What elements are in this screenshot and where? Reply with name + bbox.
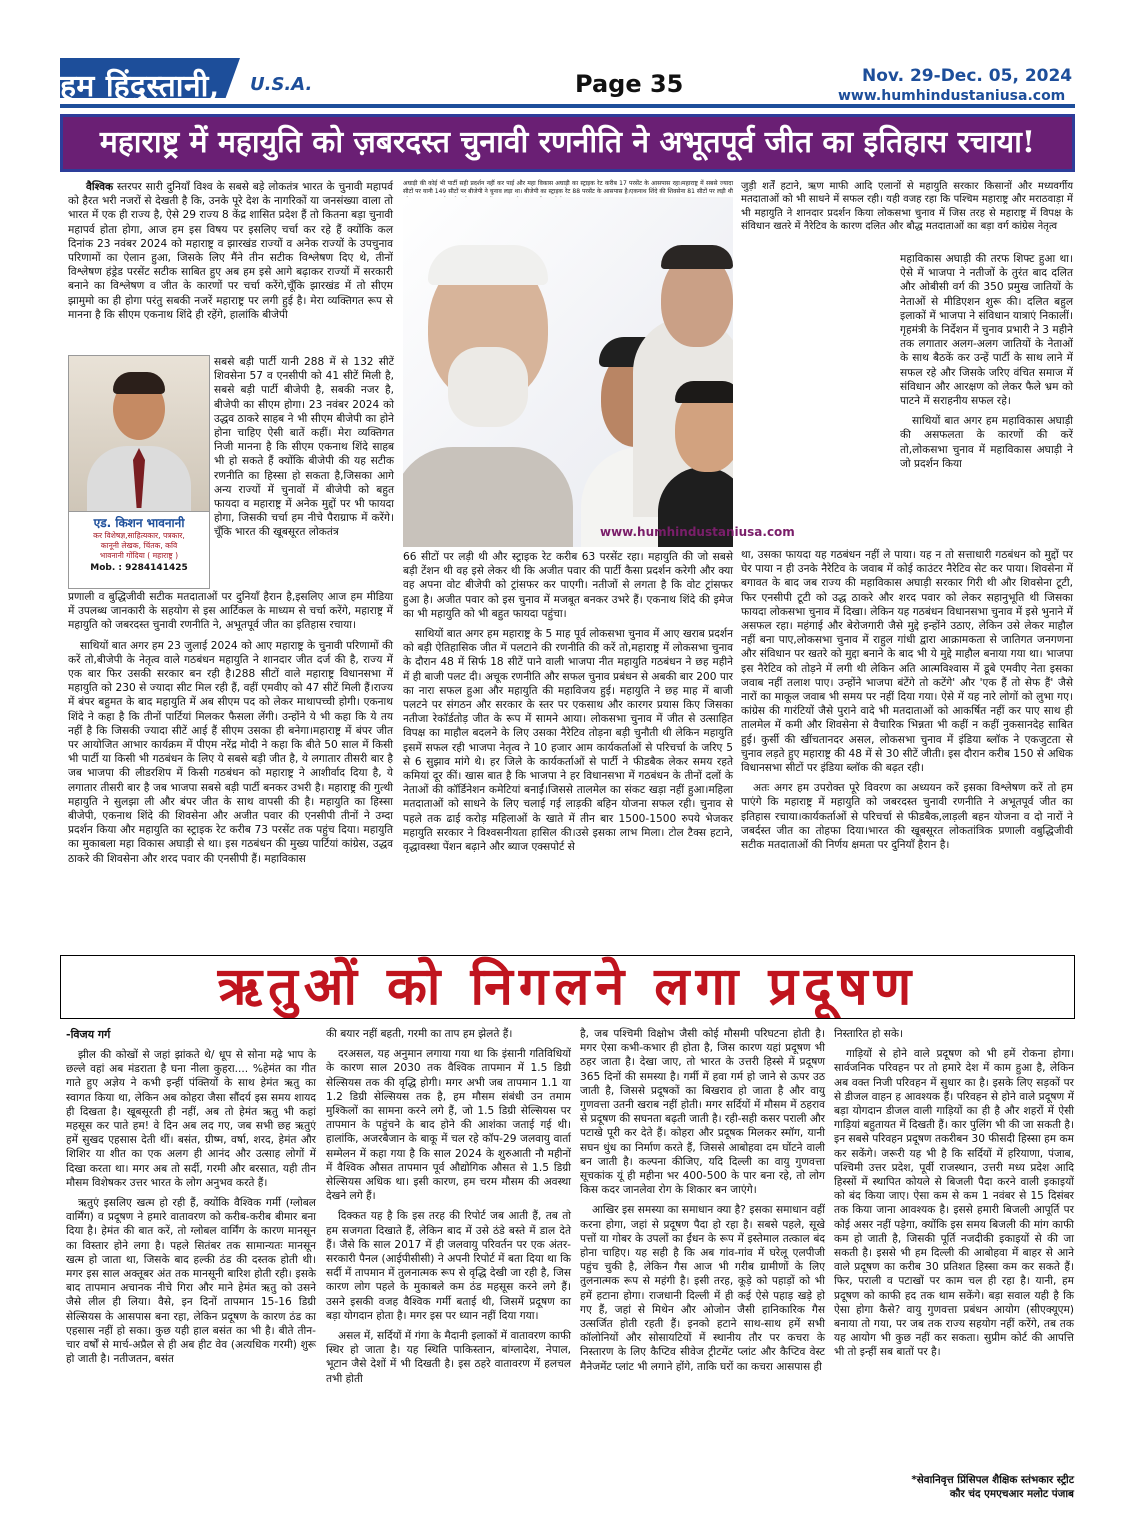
article1-lead-word: वैश्विक <box>86 181 114 193</box>
author-desc-1: कर विशेषज्ञ,साहित्यकार, पत्रकार, <box>93 531 185 540</box>
article2-col1-para2: ऋतुएं इसलिए खत्म हो रही हैं, क्योंकि वैश्विक गर्मी (ग्लोबल वार्मिंग) व प्रदूषण ने हमारे वातावरण को करीब-करीब बीमार बना दिया है। हेमंत की बात करें, तो ग्लोबल वार्मिंग के कारण मानसून का विस्तार होने लगा है। पहले सितंबर तक सामान्यतः मानसून खत्म हो जाता था, जिसके बाद हल्की ठंड की दस्तक होती थी। मगर इस साल अक्तूबर अंत तक मानसूनी बारिश होती रही। इसके बाद तापमान अचानक नीचे गिरा और माने हेमंत ऋतु को उसने जैसे लील ही लिया। वैसे, इन दिनों तापमान 15-16 डिग्री सेल्सियस के आसपास बना रहा, लेकिन प्रदूषण के कारण ठंड का एहसास नहीं हो सका। कुछ यही हाल बसंत का भी है। बीते तीन-चार वर्षों से मार्च-अप्रैल से ही अब हीट वेव (अत्यधिक गरमी) शुरू हो जाती है। नतीजतन, बसंत <box>66 1197 316 1366</box>
article2-signoff-line2: कौर चंद एमएचआर मलोट पंजाब <box>949 1488 1074 1500</box>
issue-date: Nov. 29-Dec. 05, 2024 <box>862 66 1073 86</box>
article2-col2-para4: असल में, सर्दियों में गंगा के मैदानी इलाकों में वातावरण काफी स्थिर हो जाता है। यह स्थिति पाकिस्तान, बांग्लादेश, नेपाल, भूटान जैसे देशों में भी दिखती है। इस ठहरे वातावरण में हलचल तभी होती <box>326 1330 571 1385</box>
article1-col2-top-text: अघाड़ी की कोई भी पार्टी सही प्रदर्शन नहीं कर पाई और महा विकास अघाड़ी का स्ट्राइक रेट करीब 17 परसेंट के आसपास रहा।महाराष्ट्र में सबसे ज्यादा सीटों पर यानी 149 सीटों पर बीजेपी ने चुनाव लड़ा था। बीजेपी का स्ट्राइक रेट 88 परसेंट के आसपास है।एकनाथ शिंदे की शिवसेना 81 सीटों पर लड़ी थी <box>403 180 733 196</box>
article1-headline: महाराष्ट्र में महायुति को ज़बरदस्त चुनावी रणनीति ने अभूतपूर्व जीत का इतिहास रचाया! <box>60 114 1075 172</box>
article1-col3-para3: अतः अगर हम उपरोक्त पूरे विवरण का अध्ययन करें इसका विश्लेषण करें तो हम पाएंगे कि महाराष्ट्र में महायुति को जबरदस्त चुनावी रणनीति ने अभूतपूर्व जीत का इतिहास रचाया।कार्यकर्ताओं से परिचर्चा से फीडबैक,लाड़ली बहन योजना व दो नारों ने जबर्दस्त जीत का तोहफा दिया।भारत की खूबसूरत लोकतांत्रिक प्रणाली वबुद्धिजीवी सटीक मतदाताओं की निर्णय क्षमता पर दुनियाँ हैरान है। <box>741 782 1073 852</box>
masthead-logo: हम हिंदुस्तानी, <box>60 69 220 104</box>
article2-col2-para2: दरअसल, यह अनुमान लगाया गया था कि इंसानी गतिविधियों के कारण साल 2030 तक वैश्विक तापमान में 1.5 डिग्री सेल्सियस तक की वृद्धि होगी। मगर अभी जब तापमान 1.1 या 1.2 डिग्री सेल्सियस तक है, हम मौसम संबंधी उन तमाम मुश्किलों का सामना करने लगे हैं, जो 1.5 डिग्री सेल्सियस पर तापमान के पहुंचने के बाद होने की आशंका जताई गई थी। हालांकि, अजरबैजान के बाकू में चल रहे कॉप-29 जलवायु वार्ता सम्मेलन में कहा गया है कि साल 2024 के शुरुआती नौ महीनों में वैश्विक औसत तापमान पूर्व औद्योगिक औसत से 1.5 डिग्री सेल्सियस अधिक था। इसी कारण, हम चरम मौसम की अवस्था देखने लगे हैं। <box>326 1048 571 1203</box>
article2-signoff-line1: *सेवानिवृत्त प्रिंसिपल शैक्षिक स्तंभकार स्ट्रीट <box>911 1474 1074 1486</box>
author-name: एड. किशन भावनानी <box>93 516 185 530</box>
author-caption <box>68 511 210 589</box>
article2-col1-para1: झील की कोखों से जहां झांकते थे/ धूप से सोना मढ़े भाप के छल्ले वहां अब मंडराता है घना नीला कुहरा.... %हेमंत का गीत गाते हुए अज्ञेय ने कभी इन्हीं पंक्तियों के साथ हेमंत ऋतु का स्वागत किया था, लेकिन अब कोहरा जैसा सौंदर्य इस समय शायद ही दिखता है। खूबसूरती ही नहीं, अब तो हेमंत ऋतु भी कहां महसूस कर पाते हम! वे दिन अब लद गए, जब सभी छह ऋतुएं हमें सुखद एहसास देती थीं। बसंत, ग्रीष्म, वर्षा, शरद, हेमंत और शिशिर या शीत का एक अलग ही आनंद और उत्साह लोगों में दिखा करता था। मगर अब तो सर्दी, गरमी और बरसात, यही तीन मौसम विशेषकर उत्तर भारत के लोग अनुभव करते हैं। <box>66 1049 316 1189</box>
article2-col2-para3: दिक्कत यह है कि इस तरह की रिपोर्ट जब आती हैं, तब तो हम सजगता दिखाते हैं, लेकिन बाद में उसे ठंडे बस्ते में डाल देते हैं। जैसे कि साल 2017 में ही जलवायु परिवर्तन पर एक अंतर-सरकारी पैनल (आईपीसीसी) ने अपनी रिपोर्ट में बता दिया था कि सर्दी में तापमान में तुलनात्मक रूप से वृद्धि देखी जा रही है, जिस कारण लोग पहले के मुकाबले कम ठंड महसूस करने लगे हैं। उसने इसकी वजह वैश्विक गर्मी बताई थी, जिसमें प्रदूषण का बड़ा योगदान होता है। मगर इस पर ध्यान नहीं दिया गया। <box>326 1210 571 1322</box>
article1-col1-top <box>68 180 393 328</box>
page-number: Page 35 <box>575 70 684 98</box>
article1-col3-top <box>741 180 1073 240</box>
article1-col3-side-para2: साथियों बात अगर हम महाविकास अघाड़ी की असफलता के कारणों की करें तो,लोकसभा चुनाव में महाविकास अघाड़ी ने जो प्रदर्शन किया <box>900 415 1073 470</box>
article1-col3-side <box>900 252 1073 477</box>
article2-byline: -विजय गर्ग <box>66 1028 111 1041</box>
author-desc-2: कानूनी लेखक, चिंतक, कवि <box>100 541 178 550</box>
article2-col4-para1: निस्तारित हो सके। <box>834 1028 904 1040</box>
article2-col4-para2: गाड़ियों से होने वाले प्रदूषण को भी हमें रोकना होगा। सार्वजनिक परिवहन पर तो हमारे देश में काम हुआ है, लेकिन अब वक्त निजी परिवहन में सुधार का है। इसके लिए सड़कों पर से डीजल वाहन ह आवश्यक हैं। परिवहन से होने वाले प्रदूषण में बड़ा योगदान डीजल वाली गाड़ियों का ही है और शहरों में ऐसी गाड़ियां बहुतायत में दिखती हैं। कार पुलिंग भी की जा सकती है। इन सबसे परिवहन प्रदूषण तकरीबन 30 फीसदी हिस्सा हम कम कर सकेंगे। जरूरी यह भी है कि सर्दियों में हरियाणा, पंजाब, पश्चिमी उत्तर प्रदेश, पूर्वी राजस्थान, उत्तरी मध्य प्रदेश आदि हिस्सों में स्थापित कोयले से बिजली पैदा करने वाली इकाइयों को बंद किया जाए। ऐसा कम से कम 1 नवंबर से 15 दिसंबर तक किया जाना आवश्यक है। इससे हमारी बिजली आपूर्ति पर कोई असर नहीं पड़ेगा, क्योंकि इस समय बिजली की मांग काफी कम हो जाती है, जिसकी पूर्ति नजदीकी इकाइयों से की जा सकती है। इससे भी हम दिल्ली की आबोहवा में बाहर से आने वाले प्रदूषण का करीब 30 प्रतिशत हिस्सा कम कर सकते हैं। फिर, पराली व पटाखों पर काम चल ही रहा है। यानी, हम प्रदूषण को काफी हद तक थाम सकेंगे। बड़ा सवाल यही है कि ऐसा होगा कैसे? वायु गुणवत्ता प्रबंधन आयोग (सीएक्यूएम) बनाया तो गया, पर जब तक राज्य सहयोग नहीं करेंगे, तब तक यह आयोग भी कुछ नहीं कर सकता। सुप्रीम कोर्ट की आपत्ति भी तो इन्हीं सब बातों पर है। <box>834 1048 1074 1359</box>
article1-col1-beside-photo <box>214 355 394 546</box>
article2-col3 <box>580 1027 825 1380</box>
article1-col1-bottom <box>68 590 393 872</box>
article1-col2-para2: साथियों बात अगर हम महाराष्ट्र के 5 माह पूर्व लोकसभा चुनाव में आए खराब प्रदर्शन को बड़ी ऐतिहासिक जीत में पलटाने की रणनीति की करें तो,महाराष्ट्र में लोकसभा चुनाव के दौरान 48 में सिर्फ 18 सीटें पाने वाली भाजपा नीत महायुति गठबंधन ने छह महीने में ही बाजी पलट दी। अचूक रणनीति और सफल चुनाव प्रबंधन से अबकी बार 200 पार का नारा सफल हुआ और महायुति की महाविजय हुई। महायुति ने छह माह में बाजी पलटने पर संगठन और सरकार के स्तर पर एकसाथ और कारगर प्रयास किए जिसका नतीजा रेकॉर्डतोड़ जीत के रूप में सामने आया। लोकसभा चुनाव में जीत से उत्साहित विपक्ष का माहौल बदलने के लिए उसका नैरेटिव तोड़ना बड़ी चुनौती थी लेकिन महायुति इसमें सफल रही भाजपा नेतृत्व ने 10 हजार आम कार्यकर्ताओं से परिचर्चा के जरिए 5 से 6 सुझाव मांगे थे। हर जिले के कार्यकर्ताओं से पार्टी ने फीडबैक लेकर समय रहते कमियां दूर कीं। खास बात है कि भाजपा ने हर विधानसभा में गठबंधन के तीनों दलों के नेताओं की कॉर्डिनेशन कमेटियां बनाईं।जिससे तालमेल का संकट खड़ा नहीं हुआ।महिला मतदाताओं को साधने के लिए चलाई गई लाड़की बहिन योजना सफल रही। चुनाव से पहले तक ढाई करोड़ महिलाओं के खाते में तीन बार 1500-1500 रुपये भेजकर महायुति सरकार ने विश्वसनीयता हासिल की।उसे इसका लाभ मिला। टोल टैक्स हटाने, वृद्धावस्था पेंशन बढ़ाने और ब्याज एक्सपोर्ट से <box>403 628 733 854</box>
article2-col3-para2: आखिर इस समस्या का समाधान क्या है? इसका समाधान वहीं करना होगा, जहां से प्रदूषण पैदा हो रहा है। सबसे पहले, सूखे पत्तों या गोबर के उपलों का ईंधन के रूप में इस्तेमाल तत्काल बंद होना चाहिए। यह सही है कि अब गांव-गांव में घरेलू एलपीजी पहुंच चुकी है, लेकिन गैस आज भी गरीब ग्रामीणों के लिए तुलनात्मक रूप से महंगी है। इसी तरह, कूड़े को पहाड़ों को भी हमें हटाना होगा। राजधानी दिल्ली में ही कई ऐसे पहाड़ खड़े हो गए हैं, जहां से मिथेन और ओजोन जैसी हानिकारिक गैस उत्सर्जित होती रहती हैं। इनको हटाने साथ-साथ हमें सभी कॉलोनियों और सोसायटियों में स्थानीय तौर पर कचरा के निस्तारण के लिए कैप्टिव सीवेज ट्रीटमेंट प्लांट और कैप्टिव वेस्ट मैनेजमेंट प्लांट भी लगाने होंगे, ताकि घरों का कचरा आसपास ही <box>580 1204 825 1373</box>
article2-col3-para1: है, जब पश्चिमी विक्षोभ जैसी कोई मौसमी परिघटना होती है। मगर ऐसा कभी-कभार ही होता है, जिस कारण यहां प्रदूषण भी ठहर जाता है। देखा जाए, तो भारत के उत्तरी हिस्से में प्रदूषण 365 दिनों की समस्या है। गर्मी में हवा गर्म हो जाने से ऊपर उठ जाती है, जिससे प्रदूषकों का बिखराव हो जाता है और वायु गुणवत्ता उतनी खराब नहीं होती। मगर सर्दियों में मौसम में ठहराव से प्रदूषण की सघनता बढ़ती जाती है। रही-सही कसर पराली और पटाखे पूरी कर देते हैं। कोहरा और प्रदूषक मिलकर स्मॉग, यानी सघन धुंध का निर्माण करते हैं, जिससे आबोहवा दम घोंटने वाली बन जाती है। कल्पना कीजिए, यदि दिल्ली का वायु गुणवत्ता सूचकांक यूं ही महीना भर 400-500 के पार बना रहे, तो लोग किस कदर जानलेवा रोग के शिकार बन जाएंगे। <box>580 1028 825 1197</box>
article1-col2-bottom <box>403 550 733 860</box>
article2-headline: ऋतुओं को निगलने लगा प्रदूषण <box>60 955 1075 1019</box>
article2-signoff <box>824 1473 1074 1501</box>
article1-col1-para2: साथियों बात अगर हम 23 जुलाई 2024 को आए महाराष्ट्र के चुनावी परिणामों की करें तो,बीजेपी के नेतृत्व वाले गठबंधन महायुति ने शानदार जीत दर्ज की है, राज्य में एक बार फिर उसकी सरकार बन रही है।288 सीटों वाले महाराष्ट्र विधानसभा में महायुति को 230 से ज्यादा सीट मिल रही हैं, वहीं एमवीए को 47 सीटें मिली हैं।राज्य में बंपर बहुमत के बाद महायुति में अब सीएम पद को लेकर माथापच्ची होगी। एकनाथ शिंदे ने कहा है कि तीनों पार्टियां मिलकर फैसला लेंगी। उन्होंने ये भी कहा कि ये तय नहीं है कि जिसकी ज्यादा सीटें आई हैं सीएम उसका ही बनेगा।महाराष्ट्र में बंपर जीत पर आयोजित आभार कार्यक्रम में पीएम नरेंद्र मोदी ने कहा कि बीते 50 साल में किसी भी पार्टी या किसी भी गठबंधन के लिए ये सबसे बड़ी जीत है, ये लगातार तीसरी बार है जब भाजपा की लीडरशिप में किसी गठबंधन को महाराष्ट्र ने आशीर्वाद दिया है, ये लगातार तीसरी बार है जब भाजपा सबसे बड़ी पार्टी बनकर उभरी है। महाराष्ट्र की गुत्थी महायुति ने सुलझा ली और बंपर जीत के साथ वापसी की है। महायुति का हिस्सा बीजेपी, एकनाथ शिंदे की शिवसेना और अजीत पवार की एनसीपी तीनों ने उम्दा प्रदर्शन किया और महायुति का स्ट्राइक रेट करीब 73 परसेंट तक पहुंच दिया। महायुति का मुकाबला महा विकास अघाड़ी से था। इस गठबंधन की मुख्य पार्टियां कांग्रेस, उद्धव ठाकरे की शिवसेना और शरद पवार की एनसीपी हैं। महाविकास <box>68 639 393 865</box>
article2-col2-para1: की बयार नहीं बहती, गरमी का ताप हम झेलते हैं। <box>326 1028 513 1040</box>
article1-col3-top-text: जुड़ी शर्तें हटाने, ऋण माफी आदि एलानों से महायुति सरकार किसानों और मध्यवर्गीय मतदाताओं को भी साधने में सफल रही। यही वजह रहा कि पश्चिम महाराष्ट्र और मराठवाड़ा में भी महायुति ने शानदार प्रदर्शन किया लोकसभा चुनाव में जिस तरह से महाराष्ट्र में विपक्ष के संविधान खतरे में नैरेटिव के कारण दलित और बौद्ध मतदाताओं का बड़ा वर्ग कांग्रेस नेतृत्व <box>741 181 1073 233</box>
masthead-logo-suffix: U.S.A. <box>250 74 313 95</box>
article1-col3-para2: था, उसका फायदा यह गठबंधन नहीं ले पाया। यह न तो सत्ताधारी गठबंधन को मुद्दों पर घेर पाया न ही उनके नैरेटिव के जवाब में कोई काउंटर नैरेटिव सेट कर पाया। शिवसेना में बगावत के बाद जब राज्य की महाविकास अघाड़ी सरकार गिरी थी और शिवसेना टूटी, फिर एनसीपी टूटी को उद्ध ठाकरे और शरद पवार को लेकर सहानुभूति थी जिसका फायदा लोकसभा चुनाव में दिखा। लेकिन यह गठबंधन विधानसभा चुनाव में इसे भुनाने में असफल रहा। महंगाई और बेरोजगारी जैसे मुद्दे इन्होंने उठाए, लेकिन उसे लेकर माहौल नहीं बना पाए,लोकसभा चुनाव में राहुल गांधी द्वारा आक्रामकता से जातिगत जनगणना और संविधान पर खतरे को मुद्दा बनाने के बाद भी ये मुद्दे माहौल बनाया गया था। भाजपा इस नैरेटिव को तोड़ने में लगी थी लेकिन अति आत्मविश्वास में डूबे एमवीए नेता इसका जवाब नहीं तलाश पाए। उन्होंने भाजपा बंटेंगे तो कटेंगे' और 'एक हैं तो सेफ हैं' जैसे नारों का माकूल जवाब भी समय पर नहीं दिया गया। ऐसे में यह नारे लोगों को लुभा गए। कांग्रेस की गारंटियों जैसे पुराने वादे भी मतदाताओं को आकर्षित नहीं कर पाए साथ ही तालमेल में कमी और शिवसेना से वैचारिक भिन्नता भी कहीं न कहीं नुकसानदेह साबित हुई। कुर्सी की खींचतानदर असल, लोकसभा चुनाव में इंडिया ब्लॉक ने एकजुटता से चुनाव लड़ते हुए महाराष्ट्र की 48 में से 30 सीटें जीती। इस दौरान करीब 150 से अधिक विधानसभा सीटों पर इंडिया ब्लॉक की बढ़त रही। <box>741 549 1073 775</box>
article2-col4 <box>834 1027 1074 1366</box>
article1-col1-after-photo: प्रणाली व बुद्धिजीवी सटीक मतदाताओं पर दुनियाँ हैरान है,इसलिए आज हम मीडिया में उपलब्ध जानकारी के सहयोग से इस आर्टिकल के माध्यम से चर्चा करेंगे, महाराष्ट्र में महायुति को जबरदस्त चुनावी रणनीति ने, अभूतपूर्व जीत का इतिहास रचाया। <box>68 591 393 632</box>
article1-intro: स्तरपर सारी दुनियाँ विश्व के सबसे बड़े लोकतंत्र भारत के चुनावी महापर्व को हैरत भरी नजरों से देखती है कि, उनके पूरे देश के नागरिकों या जनसंख्या वाला तो भारत में एक ही राज्य है, ऐसे 29 राज्य 8 केंद्र शासित प्रदेश हैं तो कितना बड़ा चुनावी महापर्व होता होगा, आज हम इस विषय पर इसलिए चर्चा कर रहे हैं क्योंकि कल दिनांक 23 नवंबर 2024 को महाराष्ट्र व झारखंड राज्यों व अनेक राज्यों के उपचुनाव परिणामों का ऐलान हुआ, जिसके लिए मैंने तीन सटीक विश्लेषण दिए थे, तीनों विश्लेषण हंड्रेड परसेंट सटीक साबित हुए अब हम इसे आगे बढ़ाकर राज्यों में सरकारी बनाने का विश्लेषण व जीत के कारणों पर चर्चा करेंगे,चूँकि झारखंड में तो सीएम झामुमो का ही होगा परंतु सबकी नजरें महाराष्ट्र पर लगी हुई है। मेरा व्यक्तिगत रूप से मानना है कि सीएम एकनाथ शिंदे ही रहेंगे, हालांकि बीजेपी <box>68 181 393 321</box>
leaders-photo <box>403 197 733 547</box>
author-mobile: Mob. : 9284141425 <box>90 563 188 573</box>
author-photo <box>68 355 210 512</box>
article2-col1 <box>66 1048 316 1372</box>
article1-col2-bottom-text: 66 सीटों पर लड़ी थी और स्ट्राइक रेट करीब 63 परसेंट रहा। महायुति की जो सबसे बड़ी टेंशन थी वह इसे लेकर थी कि अजीत पवार की पार्टी कैसा प्रदर्शन करेगी और क्या वह अपना वोट बीजेपी को ट्रांसफर कर पाएगी। नतीजों से लगता है कि वोट ट्रांसफर हुआ है। अजीत पवार को इस चुनाव में मजबूत बनकर उभरे हैं। एकनाथ शिंदे की इमेज का भी महायुति को भी बहुत फायदा पहुंचा। <box>403 551 733 620</box>
article1-col3-bottom <box>741 548 1073 858</box>
photo-watermark-url: www.humhindustaniusa.com <box>600 525 795 539</box>
article1-col3-side-text: महाविकास अघाड़ी की तरफ शिफ्ट हुआ था। ऐसे में भाजपा ने नतीजों के तुरंत बाद दलित और ओबीसी वर्ग की 350 प्रमुख जातियों के नेताओं से मीडिएशन शुरू की। दलित बहुल इलाकों में भाजपा ने संविधान यात्राएं निकालीं। गृहमंत्री के निर्देशन में चुनाव प्रभारी ने 3 महीने तक लगातार अलग-अलग जातियों के नेताओं के साथ बैठकें कर उन्हें पार्टी के साथ लाने में सफल रहे और जिसके जरिए वंचित समाज में संविधान और आरक्षण को लेकर फैले भ्रम को पाटने में सराहनीय सफल रहे। <box>900 253 1073 408</box>
article1-col1-beside-text: सबसे बड़ी पार्टी यानी 288 में से 132 सीटें शिवसेना 57 व एनसीपी को 41 सीटें मिली है, सबसे बड़ी पार्टी बीजेपी है, सबकी नजर है, बीजेपी का सीएम होगा। 23 नवंबर 2024 को उद्धव ठाकरे साहब ने भी सीएम बीजेपी का होने होना चाहिए ऐसी बातें कहीं। मेरा व्यक्तिगत निजी मानना है कि सीएम एकनाथ शिंदे साहब भी हो सकते हैं क्योंकि बीजेपी की यह सटीक रणनीति का हिस्सा हो सकता है,जिसका आगे अन्य राज्यों में चुनावों में बीजेपी को बहुत फायदा व महाराष्ट्र में अनेक मुद्दों पर भी फायदा होगा, जिसकी चर्चा हम नीचे पैराग्राफ में करेंगे। चूँकि भारत की खूबसूरत लोकतंत्र <box>214 356 394 539</box>
article2-col2 <box>326 1027 571 1392</box>
author-desc-3: भावनानी गोंदिया ( महाराष्ट्र ) <box>99 551 179 560</box>
masthead-divider <box>60 104 1075 108</box>
website-link[interactable]: www.humhindustaniusa.com <box>838 88 1066 104</box>
